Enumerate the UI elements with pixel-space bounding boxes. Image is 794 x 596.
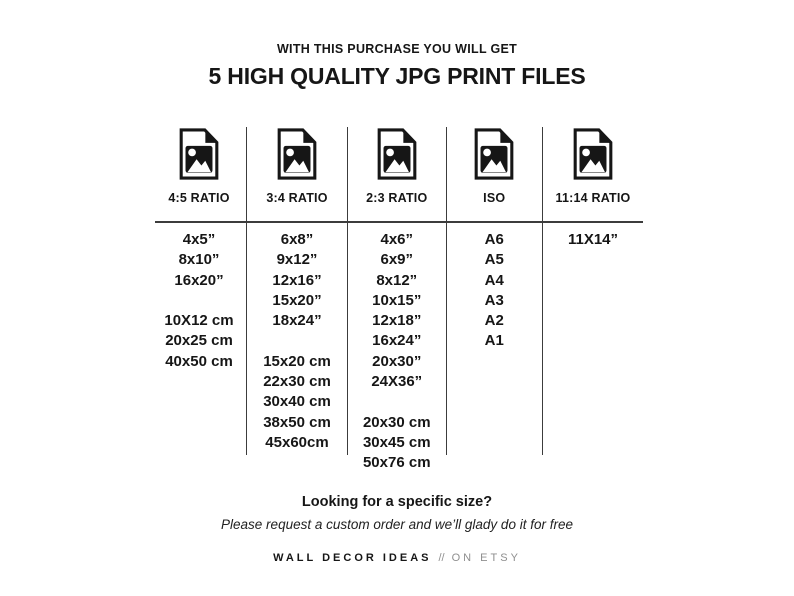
size-item: 8x10” xyxy=(178,251,220,269)
size-item: A4 xyxy=(484,271,504,289)
size-item: 4x5” xyxy=(182,231,216,248)
size-item: 12x16” xyxy=(272,271,322,289)
image-file-icon xyxy=(152,127,246,180)
size-item: 4x6” xyxy=(380,231,414,248)
size-item xyxy=(152,291,246,311)
size-item: A5 xyxy=(484,251,504,269)
size-item: 9x12” xyxy=(276,251,318,269)
size-item: 15x20” xyxy=(272,291,322,309)
size-item: 30x40 cm xyxy=(263,393,331,411)
column-label: 4:5 RATIO xyxy=(168,191,230,205)
size-item: 22x30 cm xyxy=(263,373,331,391)
size-table xyxy=(152,127,643,472)
size-item: A1 xyxy=(484,332,504,350)
size-item: 38x50 cm xyxy=(263,413,331,431)
size-item: 18x24” xyxy=(272,312,322,330)
size-item: 50x76 cm xyxy=(362,454,431,472)
column-4-5-ratio xyxy=(152,127,247,455)
image-file-icon xyxy=(447,127,543,180)
size-item: 40x50 cm xyxy=(165,352,233,370)
purchase-subtitle: WITH THIS PURCHASE YOU WILL GET xyxy=(276,42,518,56)
image-file-icon xyxy=(247,127,347,180)
column-label: ISO xyxy=(483,191,506,205)
column-label: 11:14 RATIO xyxy=(555,191,631,205)
column-label: 2:3 RATIO xyxy=(366,191,428,205)
column-11-14-ratio xyxy=(543,127,643,455)
size-item: A6 xyxy=(484,231,504,248)
size-item: 8x12” xyxy=(376,271,418,289)
size-list xyxy=(152,230,246,372)
brand-line xyxy=(0,552,794,565)
column-label: 3:4 RATIO xyxy=(266,191,328,205)
size-list xyxy=(348,230,446,474)
size-item: 20x30” xyxy=(372,352,422,370)
size-item: 11X14” xyxy=(567,231,619,248)
header xyxy=(0,41,794,90)
size-item: 6x8” xyxy=(280,231,314,248)
size-list xyxy=(447,230,543,352)
size-item: 45x60cm xyxy=(265,433,329,451)
image-file-icon xyxy=(348,127,446,180)
size-item: 30x45 cm xyxy=(362,433,431,451)
size-item: 10x15” xyxy=(372,291,422,309)
column-iso xyxy=(447,127,544,455)
custom-size-note: Please request a custom order and we’ll glady do it for free xyxy=(221,517,573,532)
column-2-3-ratio xyxy=(348,127,447,472)
custom-size-heading: Looking for a specific size? xyxy=(301,494,493,510)
brand-suffix: ON ETSY xyxy=(451,552,521,564)
column-3-4-ratio xyxy=(247,127,348,455)
size-item: 20x30 cm xyxy=(362,413,431,431)
size-list xyxy=(247,230,347,453)
size-item xyxy=(247,331,347,351)
size-item: 6x9” xyxy=(380,251,414,269)
brand-separator: // xyxy=(438,552,445,564)
size-item: 20x25 cm xyxy=(165,332,233,350)
size-item: A2 xyxy=(484,312,504,330)
image-file-icon xyxy=(543,127,643,180)
footer xyxy=(0,493,794,565)
size-list xyxy=(543,230,643,250)
size-item: 10X12 cm xyxy=(164,312,234,330)
size-item: 16x20” xyxy=(174,271,224,289)
size-item: 15x20 cm xyxy=(263,352,331,370)
size-item: 12x18” xyxy=(372,312,422,330)
size-item: 24X36” xyxy=(371,373,423,391)
size-item xyxy=(348,392,446,412)
size-item: 16x24” xyxy=(372,332,422,350)
size-item: A3 xyxy=(484,291,504,309)
brand-name: WALL DECOR IDEAS xyxy=(273,552,432,564)
page-title: 5 HIGH QUALITY JPG PRINT FILES xyxy=(208,63,586,89)
